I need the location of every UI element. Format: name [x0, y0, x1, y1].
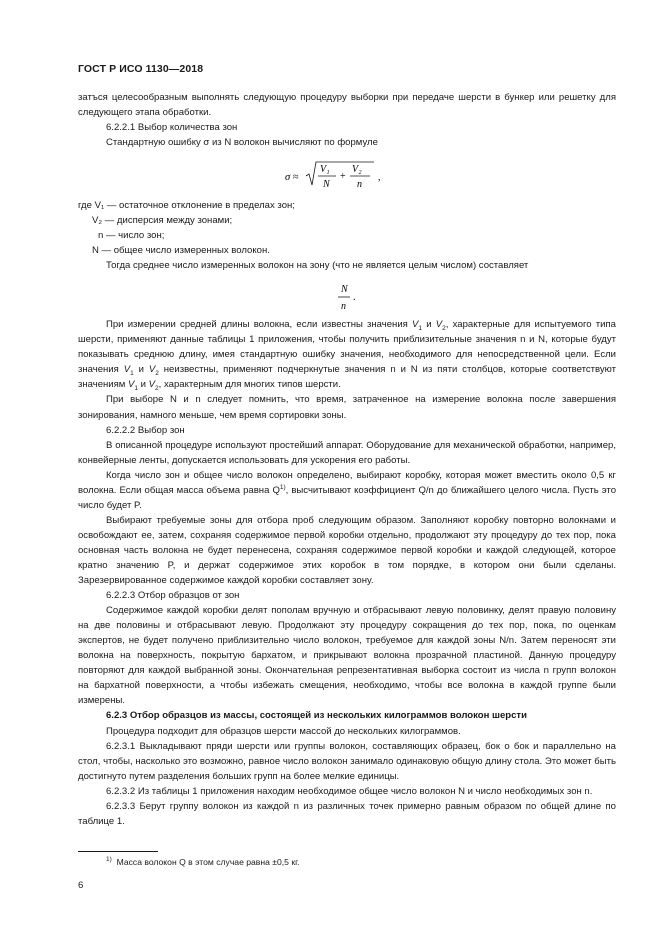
definition-v2: V₂ — дисперсия между зонами;: [92, 215, 233, 227]
formula-den1: N: [323, 179, 330, 191]
paragraph-box-selection: [78, 468, 616, 513]
formula2-den: n: [341, 301, 346, 313]
formula2-num: N: [341, 284, 348, 296]
definition-n: n — число зон;: [98, 230, 165, 242]
formula-standard-error: [78, 150, 616, 198]
formula-den2: n: [357, 179, 362, 191]
paragraph: Содержимое каждой коробки делят пополам вручную и отбрасывают левую половинку, делят правую половину на две половины и отбрасывают левую. Продолжают эту процедуру сокращения до тех пор, пока, по оценкам экспертов, не будет получено приблизительно число волокон, требуемое для каждой зоны N/n. Затем переносят эти волокна на поверхность, покрытую бархатом, и прикрывают волокна прозрачной пластиной. Данную процедуру повторяют для каждой выбранной зоны. Окончательная репрезентативная выборка состоит из числа n групп волокон на бархатной поверхности, а чтобы избежать смещения, необходимо, чтобы все волокна в каждой группе были измерены.: [78, 605, 616, 707]
formula-plus: +: [340, 171, 346, 183]
formula-num1: V₁: [320, 164, 330, 176]
paragraph: При выборе N и n следует помнить, что время, затраченное на измерение волокна после завершения зонирования, намного меньше, чем время сортировки зоны.: [78, 394, 616, 421]
footnote-ref: 1): [279, 483, 286, 491]
text-run: характерные для испытуемого типа шерсти, применяют данные таблицы 1 приложения, чтобы получить приблизительные значения n и N, которые будут показывать среднюю длину, имея стандартную ошибку значения, необходимого для непосредственной цели. Если значения: [78, 319, 616, 376]
paragraph: Выбирают требуемые зоны для отбора проб следующим образом. Заполняют коробку повторно волокнами и освобождают ее, затем, сохраняя содержимое первой коробки отдельно, продолжают эту процедуру до тех пор, пока основная часть волокна не будет перенесена, сохраняя содержимое первой коробки и каждой следующей, которое кратно значению P, и держат содержимое этих коробок в том порядке, в котором они были сделаны. Зарезервированное содержимое каждой коробки составляет зону.: [78, 514, 616, 587]
footnote: [106, 857, 300, 867]
formula-lhs: σ ≈: [285, 172, 299, 184]
formula-svg: [78, 150, 616, 198]
section-heading: 6.2.3 Отбор образцов из массы, состоящей из нескольких килограммов волокон шерсти: [106, 710, 527, 722]
formula-num2: V₂: [352, 164, 362, 176]
footnote-text: Масса волокон Q в этом случае равна ±0,5 кг.: [116, 857, 300, 867]
paragraph: Тогда среднее число измеренных волокон на зону (что не является целым числом) составляет: [106, 260, 529, 272]
footnote-separator: [78, 851, 158, 852]
clause-heading: 6.2.2.1 Выбор количества зон: [106, 122, 238, 134]
paragraph: Стандартную ошибку σ из N волокон вычисляют по формуле: [106, 137, 378, 149]
footnote-mark: 1): [106, 856, 112, 864]
paragraph: Процедура подходит для образцов шерсти массой до нескольких килограммов.: [106, 725, 461, 737]
text-run: Когда число зон и общее число волокон определено, выбирают коробку, которая может вместить около 0,5 кг волокна. Если общая масса объема равна Q: [78, 469, 616, 496]
definition-N: N — общее число измеренных волокон.: [92, 245, 270, 257]
paragraph: В описанной процедуре используют простейший аппарат. Оборудование для механической обработки, например, конвейерные ленты, допускается использовать для ускорения его работы.: [78, 439, 616, 466]
text-run: , высчитывают коэффициент Q/n до ближайшего целого числа. Пусть это число будет P.: [78, 484, 616, 511]
text-run: характерным для многих типов шерсти.: [163, 379, 341, 391]
text-run: неизвестны, применяют подчеркнутые значения n и N из пяти столбцов, которые соответствуют значениям: [78, 364, 616, 391]
variable-definitions: [78, 198, 616, 273]
paragraph: 6.2.3.2 Из таблицы 1 приложения находим необходимое общее число волокон N и число необходимых зон n.: [106, 785, 593, 797]
paragraph: 6.2.3.1 Выкладывают пряди шерсти или группы волокон, составляющих образец, бок о бок и параллельно на стол, чтобы, насколько это возможно, равное число волокон занимало одинаковую общую длину стола. Это может быть достигнуто путем разделения больших групп на более мелкие единицы.: [78, 740, 616, 782]
clause-heading: 6.2.2.2 Выбор зон: [106, 424, 185, 436]
formula2-dot: .: [353, 292, 356, 304]
formula-svg: [78, 273, 616, 317]
formula-comma: ,: [378, 172, 381, 184]
paragraph-mean-length: При измерении средней длины волокна, если известны значения $V_1$ и $V_2$, характерные для испытуемого типа шерсти, применяют данные таблицы 1 приложения, чтобы получить приблизительные значения n и N, которые будут показывать среднюю длину, имея стандартную ошибку значения, необходимого для непосредственной цели. Если значения $V_1$ и $V_2$ неизвестны, применяют подчеркнутые значения n и N из пяти столбцов, которые соответствуют значениям $V_1$ и $V_2$, характерным для многих типов шерсти.: [78, 319, 616, 393]
page-number: 6: [78, 880, 84, 891]
paragraph: 6.2.3.3 Берут группу волокон из каждой n из различных точек примерно равным образом по общей длине по таблице 1.: [78, 800, 616, 827]
paragraph: затъся целесообразным выполнять следующую процедуру выборки при передаче шерсти в бункер или решетку для следующего этапа обработки.: [78, 92, 616, 119]
document-body: [78, 90, 616, 829]
definition-v1: где V₁ — остаточное отклонение в пределах зон;: [78, 200, 295, 212]
page-header-standard-number: ГОСТ Р ИСО 1130—2018: [78, 63, 204, 75]
clause-heading: 6.2.2.3 Отбор образцов от зон: [106, 590, 240, 602]
text-run: При измерении средней длины волокна, если известны значения: [106, 319, 408, 331]
formula-fibers-per-zone: [78, 273, 616, 317]
